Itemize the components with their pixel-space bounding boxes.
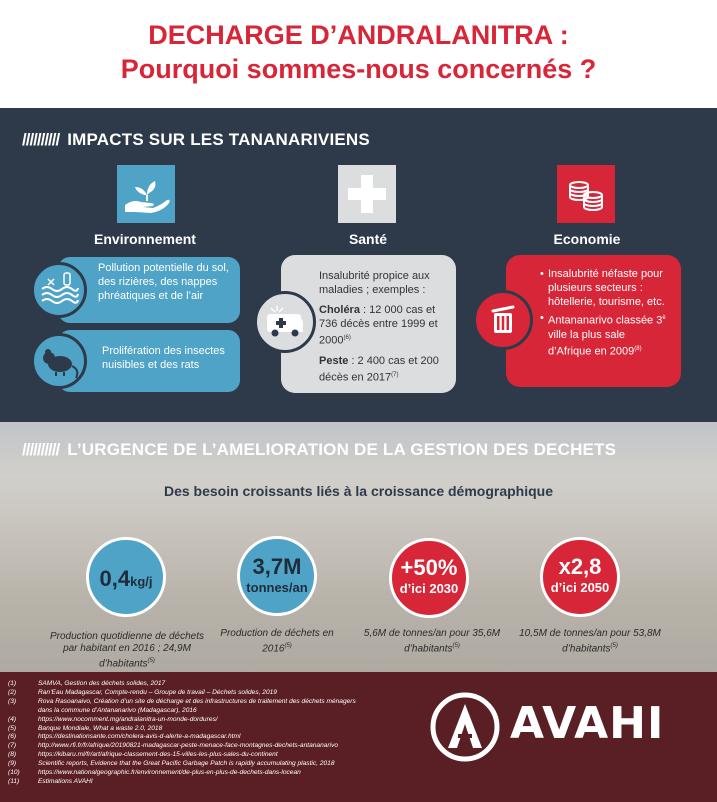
reference-item: (6) https://destinationsante.com/cholera-avis-d-alerte-a-madagascar.html <box>8 733 241 741</box>
coins-stack-icon <box>557 165 615 223</box>
rats-card: Prolifération des insectes nuisibles et des rats <box>58 330 240 392</box>
avahi-logo-icon <box>428 690 502 764</box>
ambulance-icon <box>254 291 316 353</box>
stat-circle-2030: +50% d’ici 2030 <box>389 538 469 618</box>
plant-in-hand-icon <box>117 165 175 223</box>
header <box>0 0 717 108</box>
stat-caption-daily: Production quotidienne de déchets par habitant en 2016 ; 24,9M d’habitants$^{(5)}$ <box>49 631 204 670</box>
reference-item: (4) https://www.nocomment.mg/andralanitra-un-monde-dordures/ <box>8 715 218 723</box>
economie-item-2: • Antananarivo classée $3^è$ ville la plus sale d’Afrique en 2009$^{(8)}$ <box>540 311 671 358</box>
stat-circle-2050: x2,8 d’ici 2050 <box>540 537 620 617</box>
stat-caption-2030: 5,6M de tonnes/an pour 35,6M d’habitants$^{(5)}$ <box>363 628 501 655</box>
reference-item: (2) Ran’Eau Madagascar, Compte-rendu – Groupe de travail – Déchets solides, 2019 <box>8 688 277 696</box>
urgence-section-title: ////////// L’URGENCE DE L’AMELIORATION DE LA GESTION DES DECHETS <box>22 440 617 459</box>
pollution-card: Pollution potentielle du sol, des rizières, des nappes phréatiques et de l’air <box>58 257 240 323</box>
rat-icon <box>31 333 87 389</box>
stat-circle-annual: 3,7M tonnes/an <box>237 536 317 616</box>
economie-item-1: • Insalubrité néfaste pour plusieurs secteurs : hôtellerie, tourisme, etc. <box>540 267 671 309</box>
polluted-water-icon <box>31 262 87 318</box>
reference-item: (7) http://www.rfi.fr/fr/afrique/20190821-madagascar-peste-menace-face-montagnes-dechets-antananarivo <box>8 742 339 750</box>
avahi-logo-text: AVAHI <box>510 698 665 749</box>
reference-item: (3) Rova Rasoanaivo, Création d’un site de décharge et des infrastructures de traitement des déchets ménagers <box>8 697 356 705</box>
reference-item: (11) Estimations AVAHI <box>8 777 93 785</box>
sante-card: Insalubrité propice aux maladies ; exemples : Choléra : 12 000 cas et 736 décès entre 1999 et 2000$^{(6)}$ Peste : 2 400 cas et 200 décès en 2017$^{(7)}$ <box>281 255 456 393</box>
reference-item: (8) https://kibaru.ml/fr/art/afrique-classement-des-15-villes-les-plus-sales-du-continent <box>8 751 278 759</box>
reference-item: (10) https://www.nationalgeographic.fr/environnement/de-plus-en-plus-de-dechets-dans-locean <box>8 769 301 777</box>
reference-item: (5) Banque Mondiale, What a waste 2.0, 2018 <box>8 724 163 732</box>
reference-item: (1) SAMVA, Gestion des déchets solides, 2017 <box>8 680 166 687</box>
stat-circle-daily: 0,4kg/j <box>86 537 166 617</box>
environnement-label: Environnement <box>94 231 196 247</box>
sante-label: Santé <box>348 231 388 247</box>
main-title-line2: Pourquoi sommes-nous concernés ? <box>120 54 597 84</box>
urgence-subtitle: Des besoin croissants liés à la croissance démographique <box>163 483 554 499</box>
impacts-section-title: ////////// IMPACTS SUR LES TANANARIVIENS <box>22 130 370 149</box>
peste-text: Peste : 2 400 cas et 200 décès en 2017$^{(7)}$ <box>319 354 439 384</box>
reference-item: dans la commune d’Antananarivo (Madagascar), 2016 <box>38 706 197 714</box>
references-list <box>8 680 356 787</box>
trash-bin-icon <box>473 290 533 350</box>
main-title-line1: DECHARGE D’ANDRALANITRA : <box>148 20 569 50</box>
medical-cross-icon <box>338 165 396 223</box>
economie-label: Economie <box>553 231 621 247</box>
stat-caption-annual: Production de déchets en 2016$^{(5)}$ <box>220 628 334 655</box>
stat-caption-2050: 10,5M de tonnes/an pour 53,8M d’habitants$^{(5)}$ <box>519 628 661 655</box>
cholera-text: Choléra : 12 000 cas et 736 décès entre 1999 et 2000$^{(6)}$ <box>319 304 438 347</box>
reference-item: (9) Scientific reports, Evidence that the Great Pacific Garbage Patch is rapidly accumulating plastic, 2018 <box>8 760 335 768</box>
